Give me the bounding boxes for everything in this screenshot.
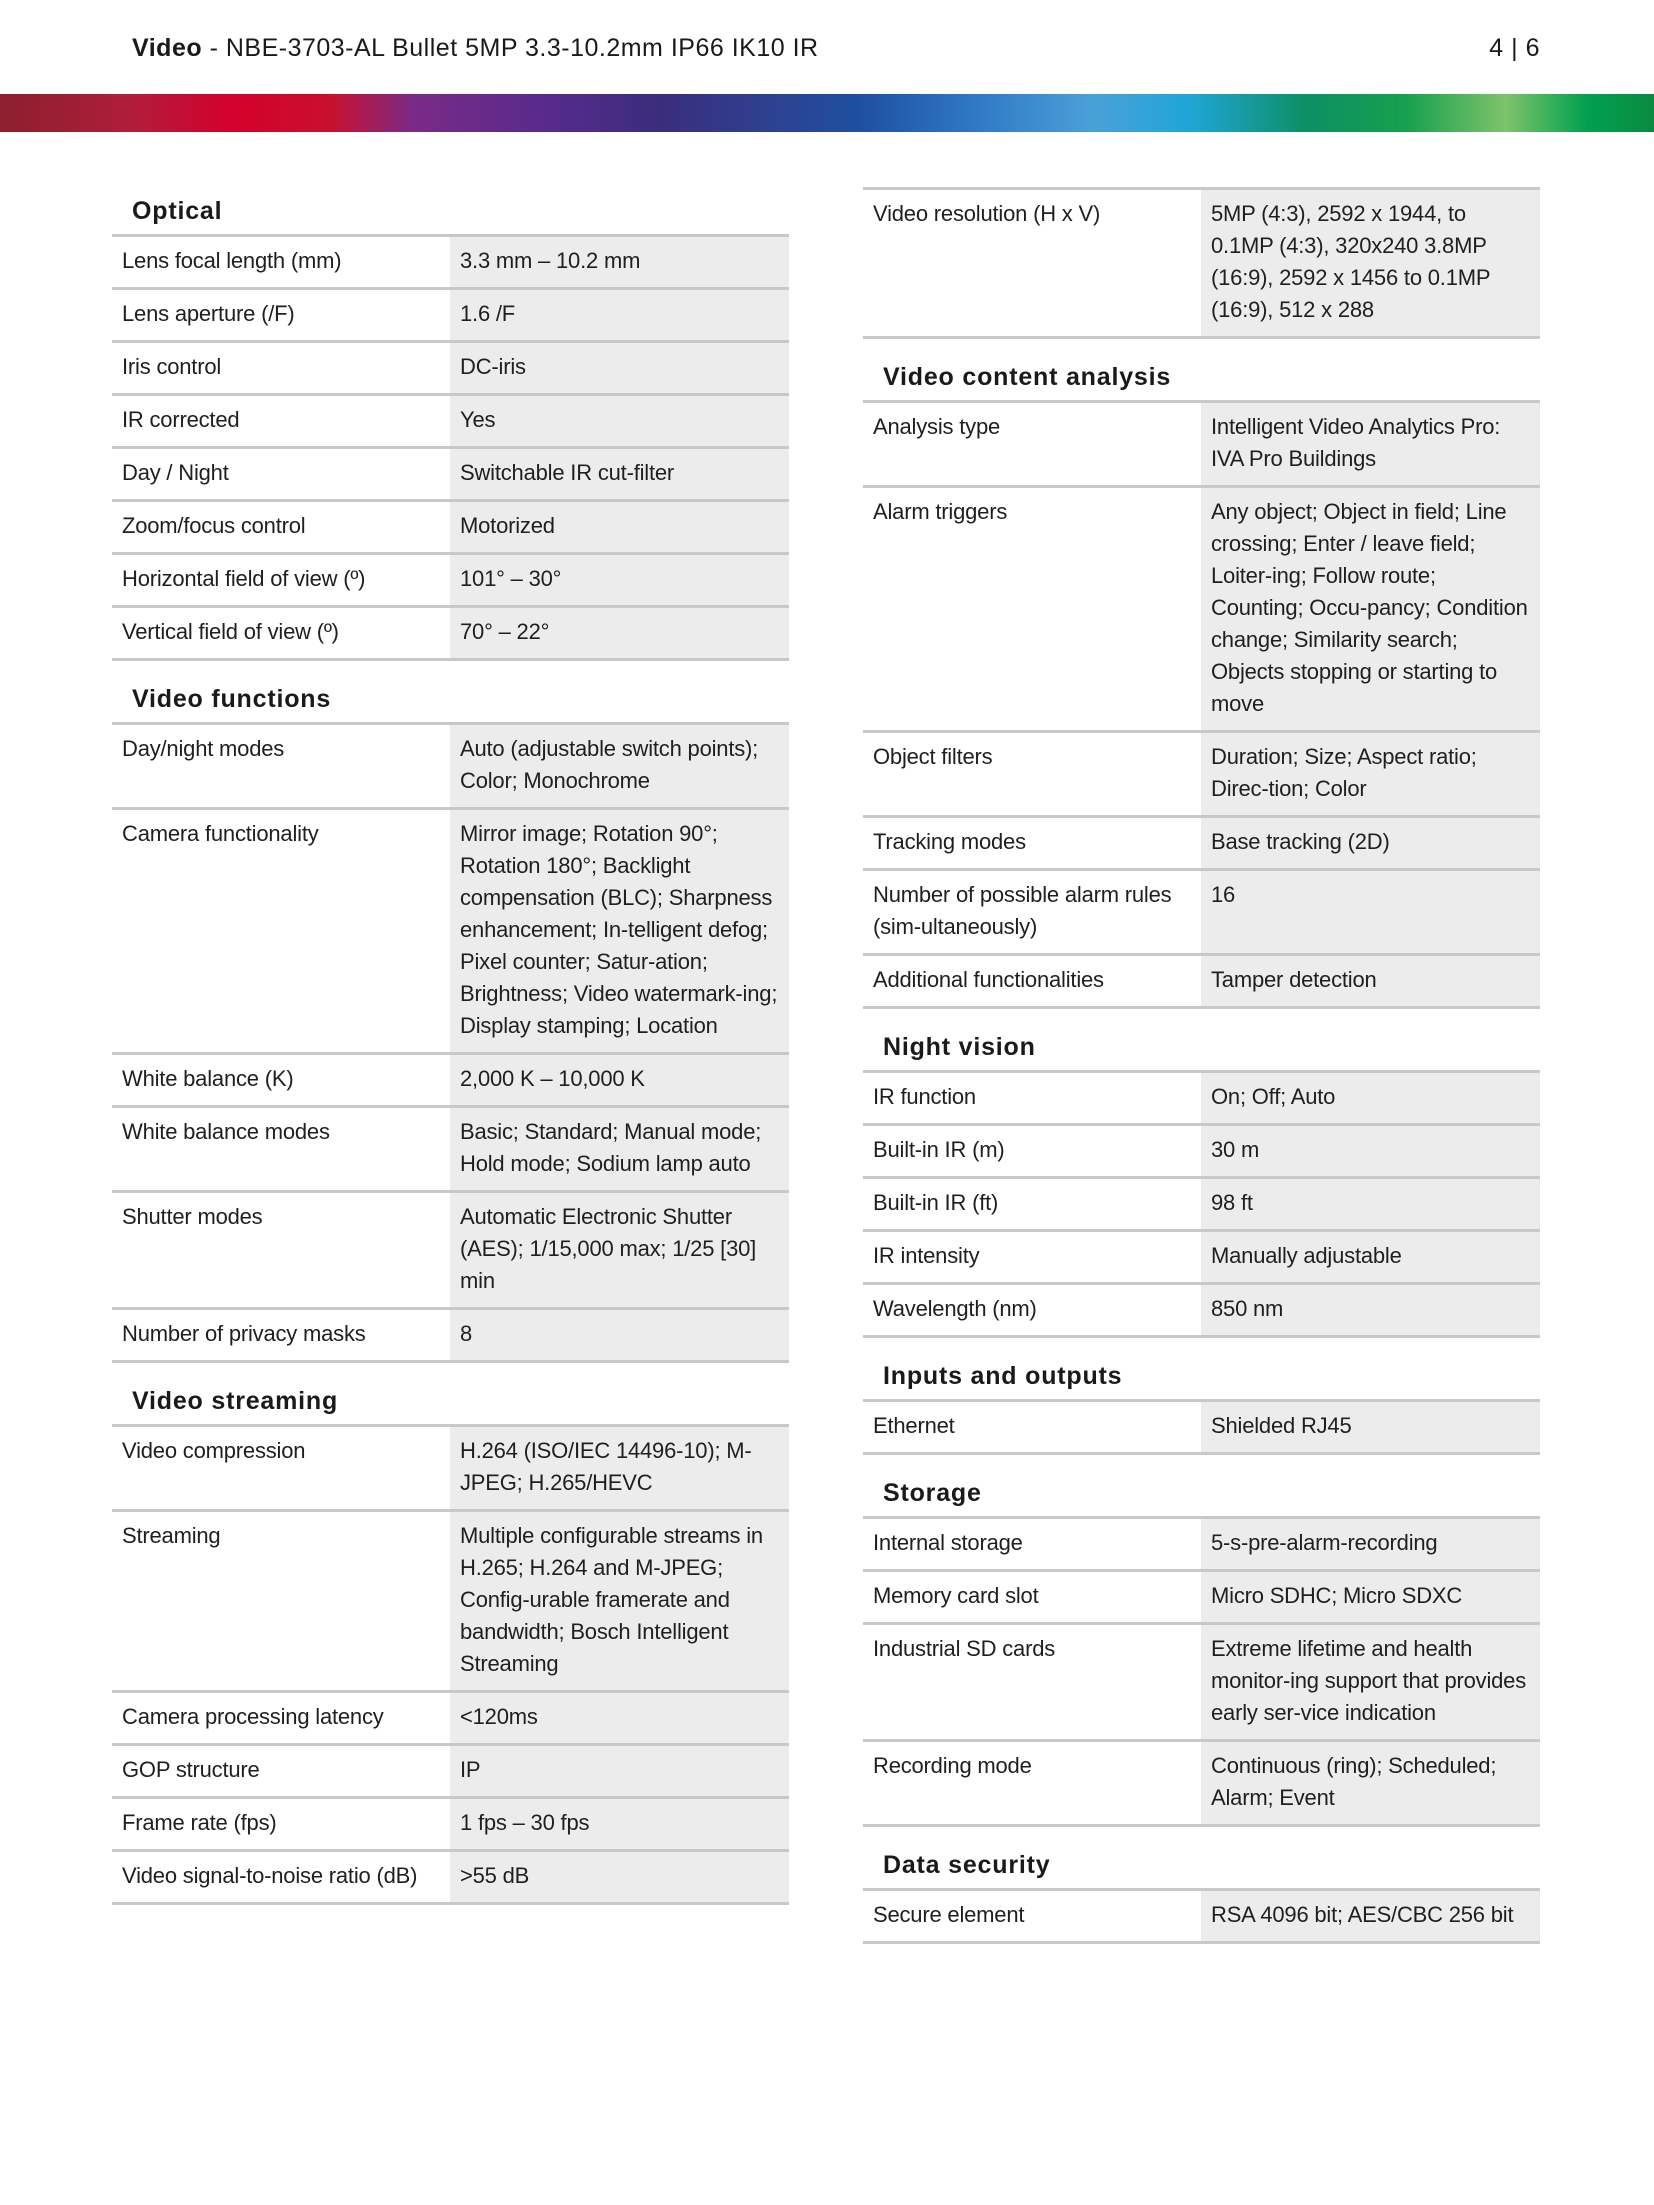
spec-value: 5MP (4:3), 2592 x 1944, to 0.1MP (4:3), 320x240 3.8MP (16:9), 2592 x 1456 to 0.1MP (16:9), 512 x 288 [1201, 190, 1540, 336]
spec-label: IR corrected [112, 396, 450, 446]
spec-label: Memory card slot [863, 1572, 1201, 1622]
spec-label: Number of possible alarm rules (sim-ultaneously) [863, 871, 1201, 953]
spec-section-data-security [863, 1841, 1540, 1944]
spec-label: Wavelength (nm) [863, 1285, 1201, 1335]
spec-row [863, 871, 1540, 956]
spec-label: GOP structure [112, 1746, 450, 1796]
spec-row [863, 1402, 1540, 1455]
page-number: 4 | 6 [1489, 34, 1540, 62]
spec-label: Zoom/focus control [112, 502, 450, 552]
spec-label: Video resolution (H x V) [863, 190, 1201, 336]
spec-label: IR intensity [863, 1232, 1201, 1282]
spec-value: >55 dB [450, 1852, 789, 1902]
spec-row [112, 1055, 789, 1108]
section-title: Optical [112, 187, 789, 237]
section-title: Inputs and outputs [863, 1352, 1540, 1402]
spec-label: IR function [863, 1073, 1201, 1123]
spec-value: 70° – 22° [450, 608, 789, 658]
spec-label: Lens aperture (/F) [112, 290, 450, 340]
spec-label: Object filters [863, 733, 1201, 815]
spec-row [112, 396, 789, 449]
spec-row [112, 1799, 789, 1852]
spec-row [863, 1073, 1540, 1126]
spec-value: Base tracking (2D) [1201, 818, 1540, 868]
spec-row [112, 502, 789, 555]
spec-value: Any object; Object in field; Line crossing; Enter / leave field; Loiter-ing; Follow route; Counting; Occu-pancy; Condition change; Similarity search; Objects stopping or starting to move [1201, 488, 1540, 730]
spec-value: 2,000 K – 10,000 K [450, 1055, 789, 1105]
spec-row [112, 290, 789, 343]
spec-row [112, 1427, 789, 1512]
spec-section-inputs-and-outputs [863, 1352, 1540, 1455]
spec-label: Day / Night [112, 449, 450, 499]
spec-label: White balance (K) [112, 1055, 450, 1105]
spec-value: Switchable IR cut-filter [450, 449, 789, 499]
spec-value: 1 fps – 30 fps [450, 1799, 789, 1849]
spec-row [863, 1519, 1540, 1572]
spec-row [863, 818, 1540, 871]
section-title: Video content analysis [863, 353, 1540, 403]
spec-label: Shutter modes [112, 1193, 450, 1307]
spec-value: 3.3 mm – 10.2 mm [450, 237, 789, 287]
spec-row [112, 237, 789, 290]
spec-label: Recording mode [863, 1742, 1201, 1824]
spec-row [112, 1693, 789, 1746]
spec-value: Tamper detection [1201, 956, 1540, 1006]
spec-row [112, 1108, 789, 1193]
header-title-rest: - NBE-3703-AL Bullet 5MP 3.3-10.2mm IP66 IK10 IR [202, 34, 819, 62]
spec-label: White balance modes [112, 1108, 450, 1190]
spec-label: Video compression [112, 1427, 450, 1509]
spec-label: Lens focal length (mm) [112, 237, 450, 287]
spec-value: Micro SDHC; Micro SDXC [1201, 1572, 1540, 1622]
spec-value: DC-iris [450, 343, 789, 393]
spec-value: Intelligent Video Analytics Pro: IVA Pro Buildings [1201, 403, 1540, 485]
spec-value: Duration; Size; Aspect ratio; Direc-tion; Color [1201, 733, 1540, 815]
spec-value: 850 nm [1201, 1285, 1540, 1335]
spec-label: Streaming [112, 1512, 450, 1690]
spec-label: Secure element [863, 1891, 1201, 1941]
spec-label: Video signal-to-noise ratio (dB) [112, 1852, 450, 1902]
spec-value: Basic; Standard; Manual mode; Hold mode; Sodium lamp auto [450, 1108, 789, 1190]
spec-row [112, 1310, 789, 1363]
spec-label: Day/night modes [112, 725, 450, 807]
spec-row [112, 1852, 789, 1905]
spec-section-night-vision [863, 1023, 1540, 1338]
spec-label: Iris control [112, 343, 450, 393]
spec-label: Ethernet [863, 1402, 1201, 1452]
spec-section-video-functions [112, 675, 789, 1363]
spec-label: Built-in IR (m) [863, 1126, 1201, 1176]
spec-value: Mirror image; Rotation 90°; Rotation 180°; Backlight compensation (BLC); Sharpness enhancement; In-telligent defog; Pixel counter; Satur-ation; Brightness; Video watermark-ing; Display stamping; Location [450, 810, 789, 1052]
spec-row [863, 1891, 1540, 1944]
spec-value: 8 [450, 1310, 789, 1360]
spec-label: Alarm triggers [863, 488, 1201, 730]
spec-value: Manually adjustable [1201, 1232, 1540, 1282]
spec-row [112, 555, 789, 608]
spec-row [863, 733, 1540, 818]
spec-section-video-content-analysis [863, 353, 1540, 1009]
spec-value: Continuous (ring); Scheduled; Alarm; Event [1201, 1742, 1540, 1824]
spec-value: 30 m [1201, 1126, 1540, 1176]
spec-row [863, 1179, 1540, 1232]
spec-section-video-streaming [112, 1377, 789, 1905]
spec-section-continued [863, 187, 1540, 339]
section-title: Night vision [863, 1023, 1540, 1073]
brand-color-band [0, 94, 1654, 132]
header-title-bold: Video [132, 34, 203, 62]
spec-row [112, 608, 789, 661]
right-column [863, 187, 1540, 1958]
spec-value: Yes [450, 396, 789, 446]
spec-row [112, 1193, 789, 1310]
spec-value: IP [450, 1746, 789, 1796]
spec-row [112, 449, 789, 502]
spec-label: Vertical field of view (º) [112, 608, 450, 658]
section-title: Video streaming [112, 1377, 789, 1427]
spec-row [112, 725, 789, 810]
spec-value: 1.6 /F [450, 290, 789, 340]
spec-value: Motorized [450, 502, 789, 552]
page-header [132, 34, 1540, 74]
spec-row [863, 488, 1540, 733]
spec-value: H.264 (ISO/IEC 14496-10); M-JPEG; H.265/HEVC [450, 1427, 789, 1509]
spec-value: Multiple configurable streams in H.265; H.264 and M-JPEG; Config-urable framerate and bandwidth; Bosch Intelligent Streaming [450, 1512, 789, 1690]
spec-row [863, 1572, 1540, 1625]
spec-value: Shielded RJ45 [1201, 1402, 1540, 1452]
spec-row [863, 1126, 1540, 1179]
spec-label: Built-in IR (ft) [863, 1179, 1201, 1229]
spec-section-optical [112, 187, 789, 661]
left-column [112, 187, 789, 1919]
section-title: Data security [863, 1841, 1540, 1891]
spec-row [863, 1232, 1540, 1285]
spec-value: 101° – 30° [450, 555, 789, 605]
spec-label: Additional functionalities [863, 956, 1201, 1006]
spec-value: Extreme lifetime and health monitor-ing support that provides early ser-vice indication [1201, 1625, 1540, 1739]
spec-row [112, 343, 789, 396]
spec-value: RSA 4096 bit; AES/CBC 256 bit [1201, 1891, 1540, 1941]
spec-label: Analysis type [863, 403, 1201, 485]
spec-label: Tracking modes [863, 818, 1201, 868]
spec-value: Automatic Electronic Shutter (AES); 1/15,000 max; 1/25 [30] min [450, 1193, 789, 1307]
spec-row [112, 810, 789, 1055]
spec-row [112, 1512, 789, 1693]
spec-value: On; Off; Auto [1201, 1073, 1540, 1123]
spec-row [863, 1742, 1540, 1827]
spec-row [863, 956, 1540, 1009]
spec-value: Auto (adjustable switch points); Color; Monochrome [450, 725, 789, 807]
spec-label: Number of privacy masks [112, 1310, 450, 1360]
spec-label: Camera processing latency [112, 1693, 450, 1743]
spec-label: Frame rate (fps) [112, 1799, 450, 1849]
spec-value: 16 [1201, 871, 1540, 953]
spec-row [863, 1285, 1540, 1338]
spec-label: Industrial SD cards [863, 1625, 1201, 1739]
section-title: Video functions [112, 675, 789, 725]
spec-label: Camera functionality [112, 810, 450, 1052]
spec-value: 5-s-pre-alarm-recording [1201, 1519, 1540, 1569]
spec-label: Internal storage [863, 1519, 1201, 1569]
spec-row [863, 1625, 1540, 1742]
spec-value: 98 ft [1201, 1179, 1540, 1229]
spec-row [863, 403, 1540, 488]
spec-section-storage [863, 1469, 1540, 1827]
spec-value: <120ms [450, 1693, 789, 1743]
spec-row [863, 190, 1540, 339]
spec-row [112, 1746, 789, 1799]
section-title: Storage [863, 1469, 1540, 1519]
spec-label: Horizontal field of view (º) [112, 555, 450, 605]
